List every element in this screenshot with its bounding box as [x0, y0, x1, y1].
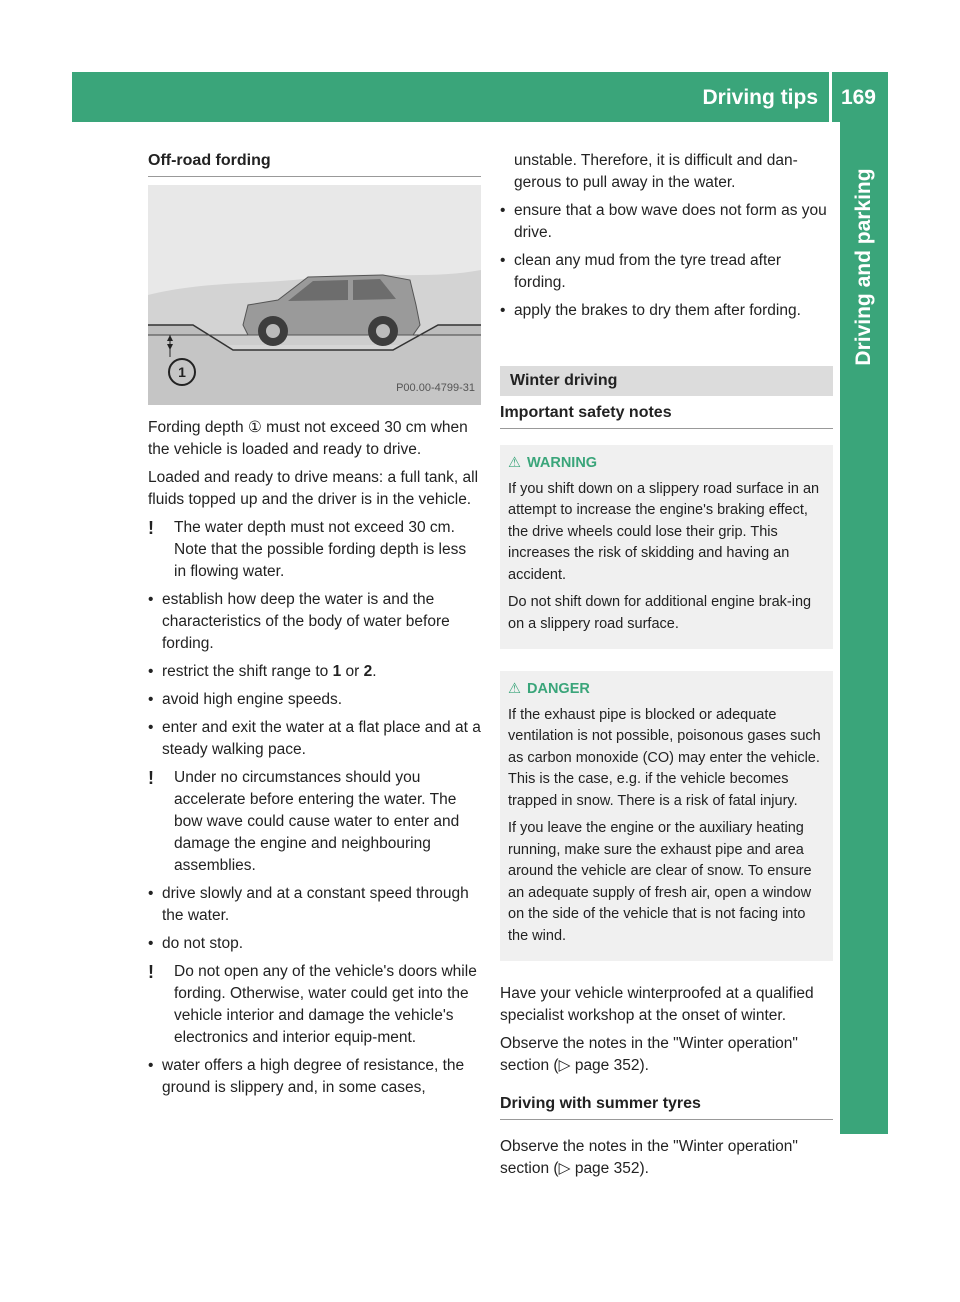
- bullet-continuation: [500, 150, 833, 194]
- section-winter-driving: Winter driving: [500, 366, 833, 396]
- bullet-item: [500, 300, 833, 322]
- bullet-text: clean any mud from the tyre tread after fording.: [514, 252, 782, 291]
- paragraph-fording-depth: Fording depth ① must not exceed 30 cm when the vehicle is loaded and ready to drive.: [148, 419, 468, 458]
- bullet-text: enter and exit the water at a flat place and at a steady walking pace.: [162, 719, 481, 758]
- bullet-item: [148, 689, 481, 711]
- danger-title-text: DANGER: [527, 681, 590, 697]
- header-bar: [72, 72, 888, 122]
- bullet-icon: •: [500, 252, 506, 269]
- bullet-icon: •: [500, 302, 506, 319]
- danger-box: [500, 671, 833, 961]
- warning-box: [500, 445, 833, 649]
- side-square-marker: [849, 876, 880, 907]
- page-reference-link[interactable]: ▷ page 352: [558, 1057, 640, 1074]
- danger-paragraph: If you leave the engine or the auxiliary heating running, make sure the exhaust pipe and area around the vehicle are clear of snow. To ensure an adequate supply of fresh air, open a window on the side of the vehicle that is not facing into the wind.: [508, 820, 812, 944]
- fording-illustration: [148, 185, 481, 405]
- warning-paragraph: Do not shift down for additional engine brak-ing on a slippery road surface.: [508, 594, 812, 632]
- bullet-text: .: [372, 663, 377, 680]
- warning-title: [508, 453, 825, 475]
- note-accelerate: [148, 767, 481, 877]
- bullet-icon: •: [148, 885, 154, 902]
- bullet-text: restrict the shift range to: [162, 663, 333, 680]
- gear-2-label: 2: [363, 663, 373, 680]
- danger-paragraph: If the exhaust pipe is blocked or adequate ventilation is not possible, poisonous gases such as carbon monoxide (CO) may enter the vehicle. This is the case, e.g. if the vehicle becomes trapped in snow. There is a risk of fatal injury.: [508, 706, 821, 809]
- bullet-text: drive slowly and at a constant speed through the water.: [162, 885, 469, 924]
- figure-code: P00.00-4799-31: [396, 382, 475, 394]
- bullet-item: [148, 883, 481, 927]
- callout-marker-1: 1: [168, 358, 196, 386]
- exclamation-icon: !: [148, 962, 154, 982]
- bullet-text: apply the brakes to dry them after fording.: [514, 302, 801, 319]
- warning-title-text: WARNING: [527, 455, 598, 471]
- bullet-text: ensure that a bow wave does not form as you drive.: [514, 202, 827, 241]
- gear-1-label: 1: [332, 663, 342, 680]
- bullet-icon: •: [148, 1057, 154, 1074]
- warning-triangle-icon: ⚠: [508, 455, 521, 471]
- bullet-item: [148, 1055, 481, 1099]
- note-text: The water depth must not exceed 30 cm. Note that the possible fording depth is less in flowing water.: [174, 519, 467, 580]
- danger-title: [508, 679, 825, 701]
- bullet-text: or: [341, 663, 364, 680]
- side-tab: [840, 122, 888, 412]
- bullet-item: [500, 200, 833, 244]
- note-text: Under no circumstances should you accelerate before entering the water. The bow wave could cause water to enter and damage the engine and neighbouring assemblies.: [174, 769, 460, 874]
- side-tab-label: Driving and parking: [852, 168, 875, 366]
- paragraph-observe-summer: Observe the notes in the "Winter operation" section (▷ page 352).: [500, 1138, 798, 1177]
- note-doors: [148, 961, 481, 1049]
- left-column: [148, 150, 481, 1105]
- paragraph-winterproof: Have your vehicle winterproofed at a qualified specialist workshop at the onset of winter.: [500, 985, 814, 1024]
- warning-paragraph: If you shift down on a slippery road surface in an attempt to increase the engine's braking effect, the drive wheels could lose their grip. This increases the risk of skidding and having an accident.: [508, 480, 820, 583]
- page-reference-link[interactable]: ▷ page 352: [558, 1160, 640, 1177]
- section-heading-off-road-fording: Off-road fording: [148, 150, 481, 177]
- right-column: [500, 150, 833, 1186]
- bullet-text: do not stop.: [162, 935, 244, 952]
- page-number: 169: [840, 86, 876, 109]
- bullet-icon: •: [148, 719, 154, 736]
- bullet-text: water offers a high degree of resistance, the ground is slippery and, in some cases,: [162, 1057, 465, 1096]
- note-water-depth: [148, 517, 481, 583]
- paragraph-observe-winter: Observe the notes in the "Winter operation" section (▷ page 352).: [500, 1035, 798, 1074]
- bullet-icon: •: [148, 691, 154, 708]
- bullet-icon: •: [148, 935, 154, 952]
- bullet-item: [148, 717, 481, 761]
- exclamation-icon: !: [148, 518, 154, 538]
- bullet-icon: •: [148, 591, 154, 608]
- bullet-text: unstable. Therefore, it is difficult and dan-gerous to pull away in the water.: [514, 152, 798, 191]
- bullet-icon: •: [148, 663, 154, 680]
- bullet-text: avoid high engine speeds.: [162, 691, 343, 708]
- exclamation-icon: !: [148, 768, 154, 788]
- heading-summer-tyres: Driving with summer tyres: [500, 1093, 833, 1120]
- warning-triangle-icon: ⚠: [508, 681, 521, 697]
- header-divider: [829, 72, 832, 122]
- bullet-text: establish how deep the water is and the characteristics of the body of water before fording.: [162, 591, 450, 652]
- bullet-icon: •: [500, 202, 506, 219]
- paragraph-loaded-ready: Loaded and ready to drive means: a full tank, all fluids topped up and the driver is in the vehicle.: [148, 469, 479, 508]
- header-title: Driving tips: [702, 86, 818, 109]
- bullet-item: [500, 250, 833, 294]
- fording-illustration-svg: [148, 185, 481, 405]
- bullet-item: [148, 933, 481, 955]
- note-text: Do not open any of the vehicle's doors while fording. Otherwise, water could get into the vehicle interior and damage the vehicle's electronics and interior equip-ment.: [174, 963, 477, 1046]
- bullet-item: [148, 661, 481, 683]
- subheading-safety-notes: Important safety notes: [500, 402, 833, 429]
- bullet-item: [148, 589, 481, 655]
